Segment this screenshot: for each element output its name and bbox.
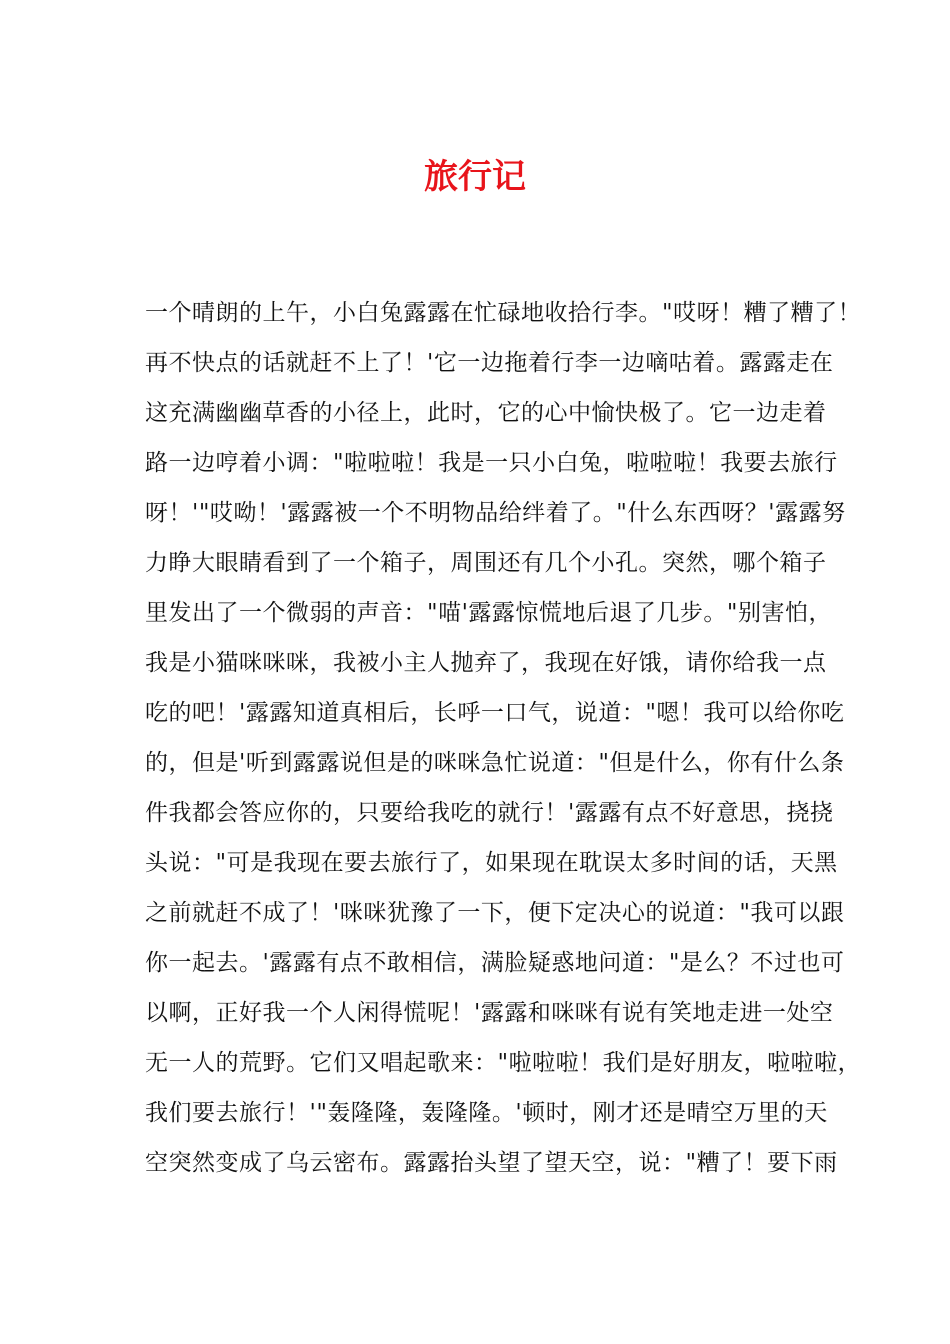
body-line: 的，但是'听到露露说但是的咪咪急忙说道："但是什么，你有什么条 — [145, 750, 845, 776]
body-line: 里发出了一个微弱的声音："喵'露露惊慌地后退了几步。"别害怕， — [145, 600, 832, 626]
body-line: 路一边哼着小调："啦啦啦！我是一只小白兔，啦啦啦！我要去旅行 — [145, 450, 838, 476]
body-line: 你一起去。'露露有点不敢相信，满脸疑惑地问道："是么？不过也可 — [145, 950, 845, 976]
body-line: 以啊，正好我一个人闲得慌呢！'露露和咪咪有说有笑地走进一处空 — [145, 1000, 834, 1026]
body-line: 一个晴朗的上午，小白兔露露在忙碌地收拾行李。"哎呀！糟了糟了！ — [145, 300, 862, 326]
body-line: 之前就赶不成了！'咪咪犹豫了一下，便下定决心的说道："我可以跟 — [145, 900, 845, 926]
body-line: 空突然变成了乌云密布。露露抬头望了望天空，说："糟了！要下雨 — [145, 1150, 838, 1176]
body-line: 件我都会答应你的，只要给我吃的就行！'露露有点不好意思，挠挠 — [145, 800, 834, 826]
body-line: 力睁大眼睛看到了一个箱子，周围还有几个小孔。突然，哪个箱子 — [145, 550, 827, 576]
body-line: 我们要去旅行！'"轰隆隆，轰隆隆。'顿时，刚才还是晴空万里的天 — [145, 1100, 828, 1126]
body-line: 再不快点的话就赶不上了！'它一边拖着行李一边嘀咕着。露露走在 — [145, 350, 834, 376]
body-line: 头说："可是我现在要去旅行了，如果现在耽误太多时间的话，天黑 — [145, 850, 838, 876]
body-line: 我是小猫咪咪咪，我被小主人抛弃了，我现在好饿，请你给我一点 — [145, 650, 827, 676]
body-line: 吃的吧！'露露知道真相后，长呼一口气，说道："嗯！我可以给你吃 — [145, 700, 845, 726]
document-title: 旅行记 — [424, 157, 526, 197]
body-line: 无一人的荒野。它们又唱起歌来："啦啦啦！我们是好朋友，啦啦啦， — [145, 1050, 862, 1076]
body-line: 这充满幽幽草香的小径上，此时，它的心中愉快极了。它一边走着 — [145, 400, 827, 426]
document-body — [145, 288, 862, 1188]
body-line: 呀！'"哎呦！'露露被一个不明物品给绊着了。"什么东西呀？'露露努 — [145, 500, 846, 526]
